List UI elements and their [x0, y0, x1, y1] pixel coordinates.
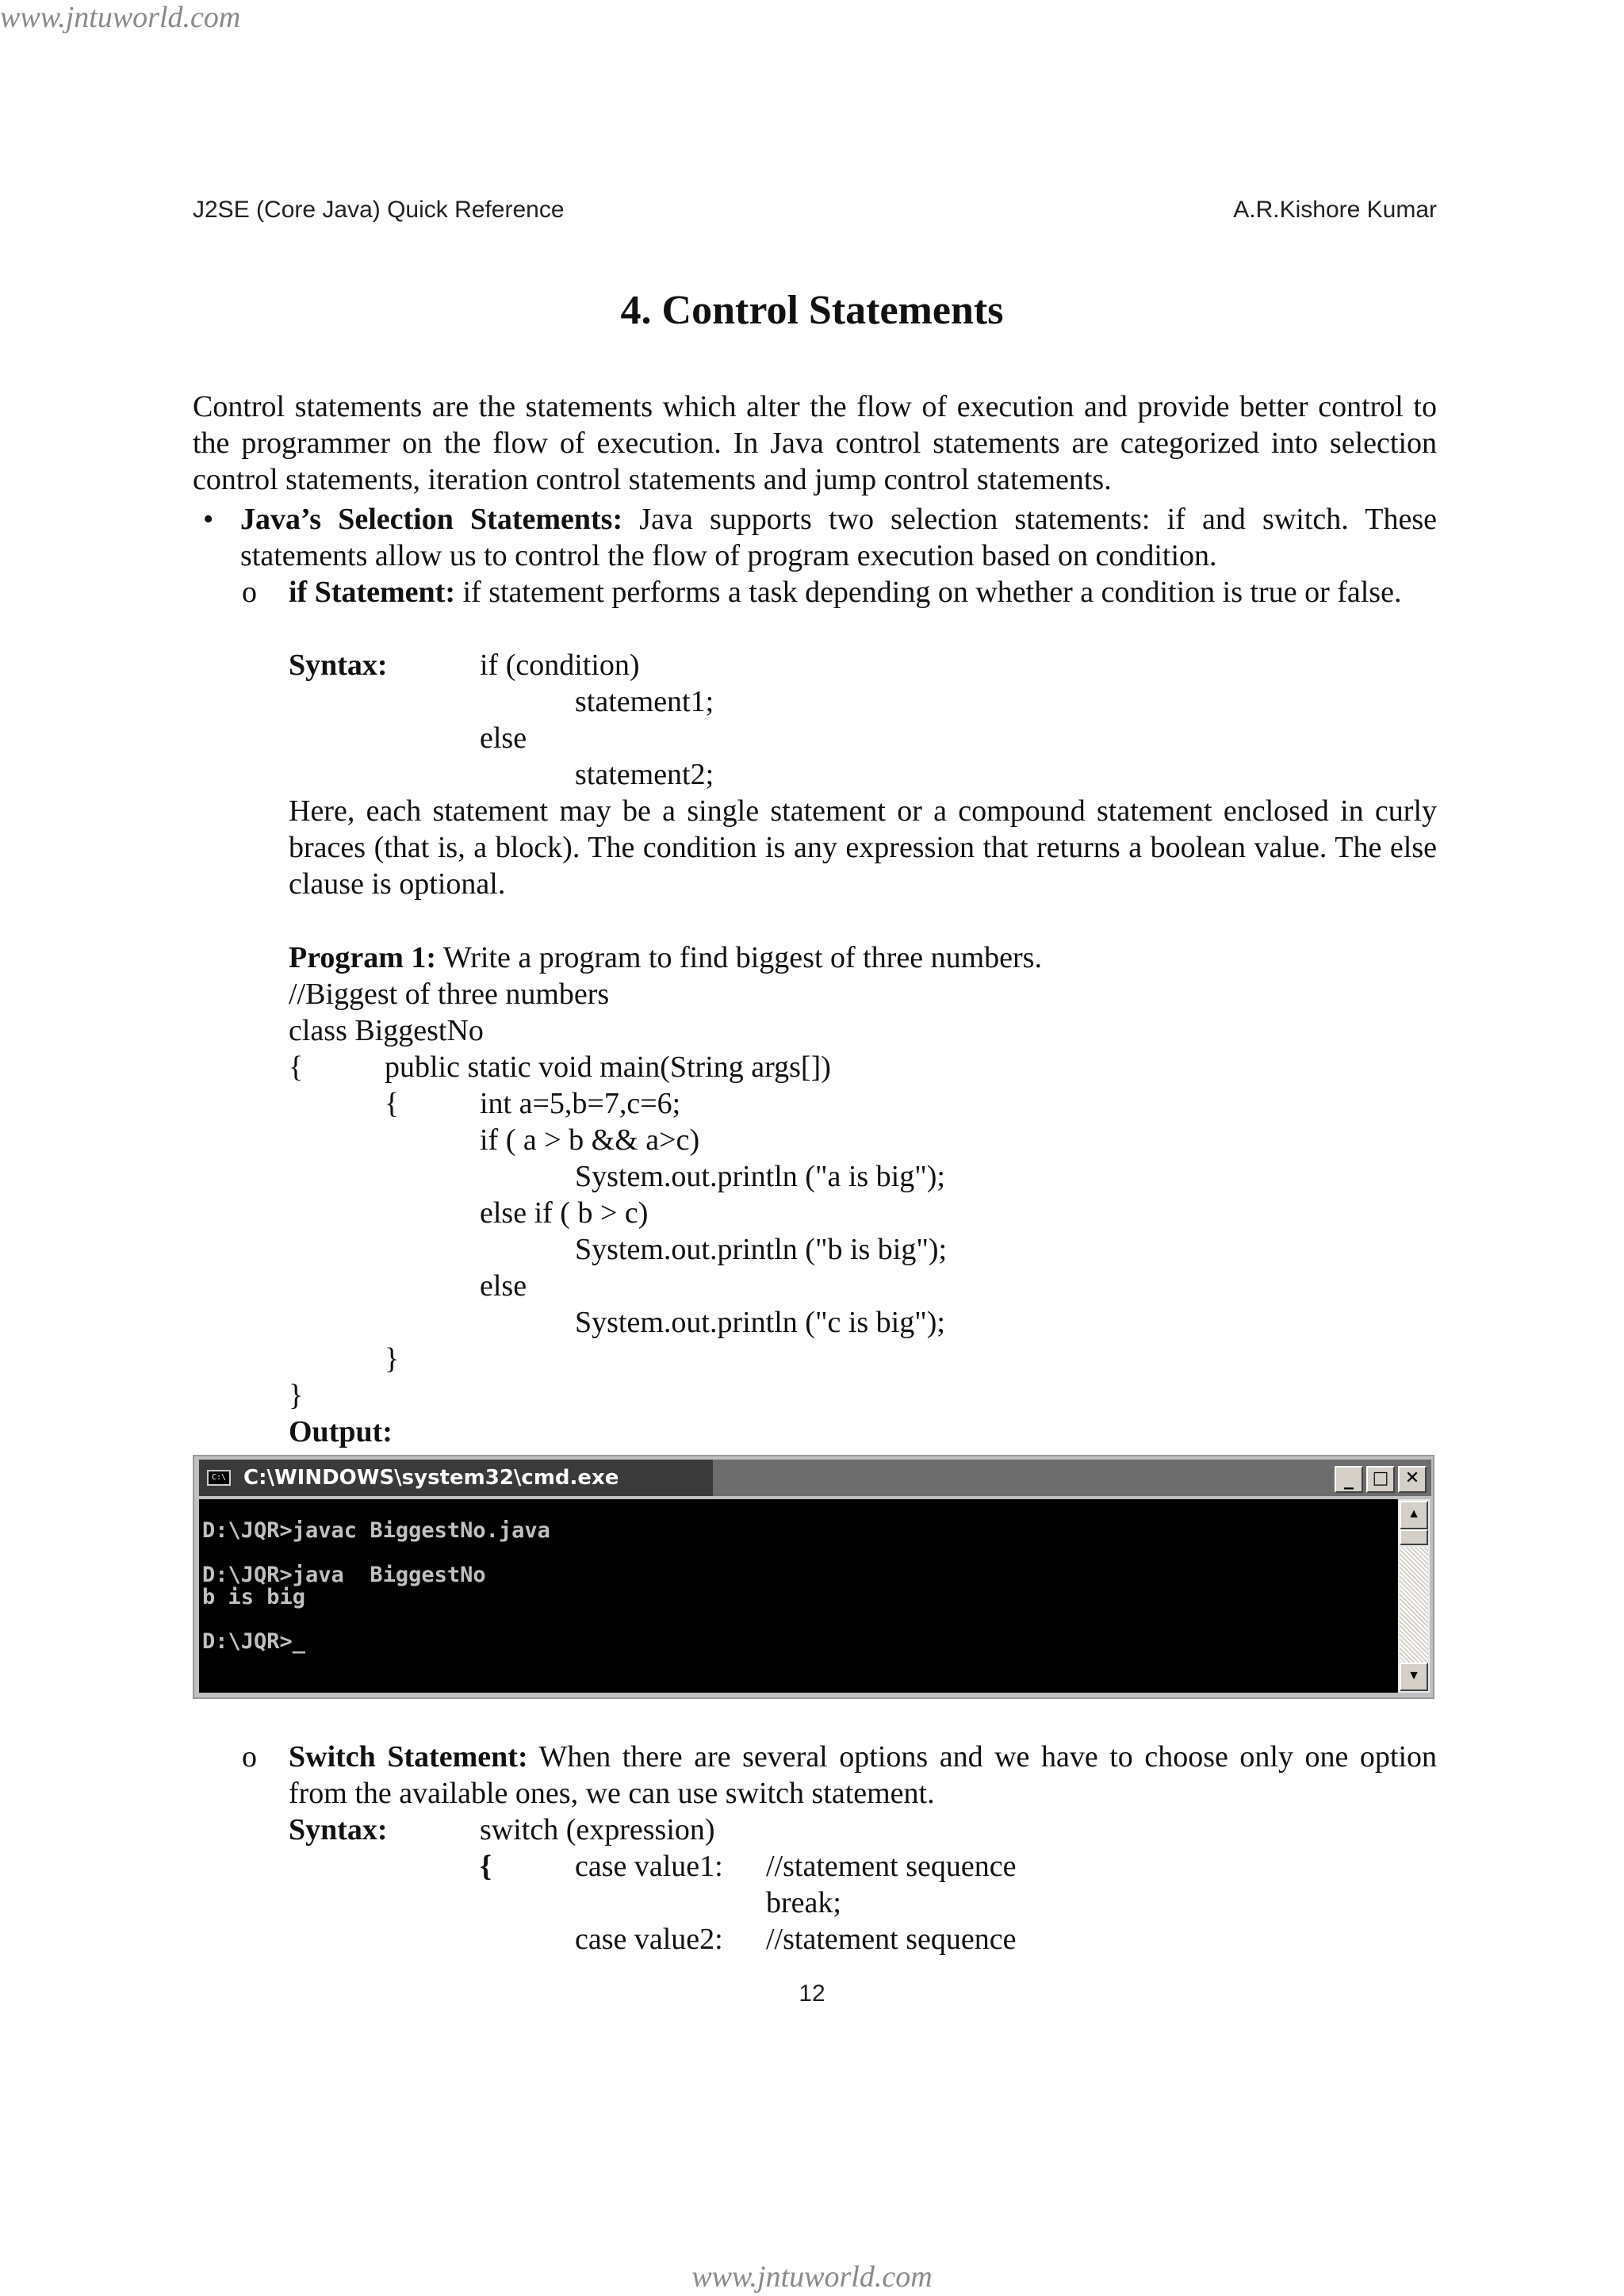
scroll-track[interactable] [1400, 1547, 1428, 1663]
selection-statements-label: Java’s Selection Statements: [240, 503, 623, 536]
watermark-bottom: www.jntuworld.com [691, 2260, 933, 2294]
sub-bullet-marker: o [242, 576, 257, 609]
program-heading [289, 939, 1042, 976]
scroll-thumb[interactable] [1400, 1529, 1428, 1545]
code-line: if ( a > b && a>c) [480, 1123, 700, 1157]
if-syntax-line: else [480, 721, 527, 755]
page-number: 12 [799, 1980, 825, 2007]
code-line: { [385, 1087, 400, 1120]
console-title: C:\WINDOWS\system32\cmd.exe [243, 1466, 619, 1490]
minimize-icon[interactable]: _ [1335, 1466, 1363, 1493]
code-line: System.out.println ("a is big"); [575, 1160, 945, 1193]
sub-bullet-marker: o [242, 1740, 257, 1774]
chapter-title: 4. Control Statements [620, 288, 1004, 333]
console-line: D:\JQR>_ [202, 1629, 306, 1654]
console-output-area [199, 1499, 1398, 1693]
code-line: class BiggestNo [289, 1014, 484, 1047]
code-line: int a=5,b=7,c=6; [480, 1087, 681, 1120]
bullet-marker: • [203, 503, 214, 536]
switch-syntax-line: case value2: [575, 1923, 723, 1956]
if-syntax-line: if (condition) [480, 649, 640, 682]
selection-statements-text: Java supports two selection statements: if and switch. These statements allow us to control the flow of program execution based on condition. [240, 503, 1437, 572]
selection-statements-paragraph [240, 501, 1437, 574]
switch-syntax-line: { [480, 1850, 492, 1883]
code-line: } [289, 1379, 304, 1412]
code-line: //Biggest of three numbers [289, 978, 610, 1011]
program-label: Program 1: [289, 941, 437, 974]
switch-syntax-line: case value1: [575, 1850, 723, 1883]
switch-statement-text: When there are several options and we have to choose only one option from the available ones, we can use switch statement. [289, 1740, 1438, 1810]
code-line: System.out.println ("b is big"); [575, 1233, 948, 1266]
console-line: D:\JQR>javac BiggestNo.java [202, 1518, 550, 1543]
running-header-title: J2SE (Core Java) Quick Reference [193, 197, 565, 223]
if-statement-text: if statement performs a task depending on whether a condition is true or false. [454, 576, 1402, 609]
cmd-app-icon: C:\ [207, 1470, 231, 1486]
watermark-top: www.jntuworld.com [0, 1, 241, 34]
switch-syntax-line: break; [766, 1886, 841, 1919]
intro-paragraph: Control statements are the statements which alter the flow of execution and provide better control to the programmer on the flow of execution. In Java control statements are categorized into selection control statements, iteration control statements and jump control statements. [193, 390, 1437, 496]
if-statement-label: if Statement: [289, 576, 455, 609]
close-icon[interactable]: ✕ [1398, 1466, 1427, 1493]
if-syntax-line: statement2; [575, 758, 714, 791]
code-line: else [480, 1269, 527, 1303]
if-note-paragraph: Here, each statement may be a single statement or a compound statement enclosed in curly braces (that is, a block). The condition is any expression that returns a boolean value. The else clause is optional. [289, 794, 1437, 901]
switch-syntax-line: //statement sequence [766, 1923, 1017, 1956]
if-statement-paragraph [289, 574, 1437, 610]
if-syntax-label: Syntax: [289, 649, 388, 682]
maximize-icon[interactable]: □ [1366, 1466, 1395, 1493]
scroll-down-icon[interactable]: ▼ [1400, 1663, 1428, 1691]
code-line: System.out.println ("c is big"); [575, 1306, 945, 1339]
code-line: } [385, 1342, 400, 1376]
running-header-author: A.R.Kishore Kumar [1233, 197, 1437, 223]
code-line: else if ( b > c) [480, 1196, 649, 1230]
console-window [193, 1455, 1434, 1699]
program-description: Write a program to find biggest of three numbers. [436, 941, 1042, 974]
output-label: Output: [289, 1415, 393, 1448]
console-titlebar [199, 1460, 1431, 1496]
if-syntax-line: statement1; [575, 685, 714, 718]
switch-statement-label: Switch Statement: [289, 1740, 528, 1774]
scroll-up-icon[interactable]: ▲ [1400, 1501, 1428, 1529]
code-line: { [289, 1050, 304, 1084]
console-line: b is big [202, 1585, 306, 1609]
console-scrollbar[interactable] [1398, 1499, 1430, 1693]
switch-statement-paragraph [289, 1739, 1437, 1812]
switch-syntax-line: switch (expression) [480, 1813, 715, 1846]
console-line: D:\JQR>java BiggestNo [202, 1563, 486, 1587]
switch-syntax-label: Syntax: [289, 1813, 388, 1846]
switch-syntax-line: //statement sequence [766, 1850, 1017, 1883]
code-line: public static void main(String args[]) [385, 1050, 831, 1084]
